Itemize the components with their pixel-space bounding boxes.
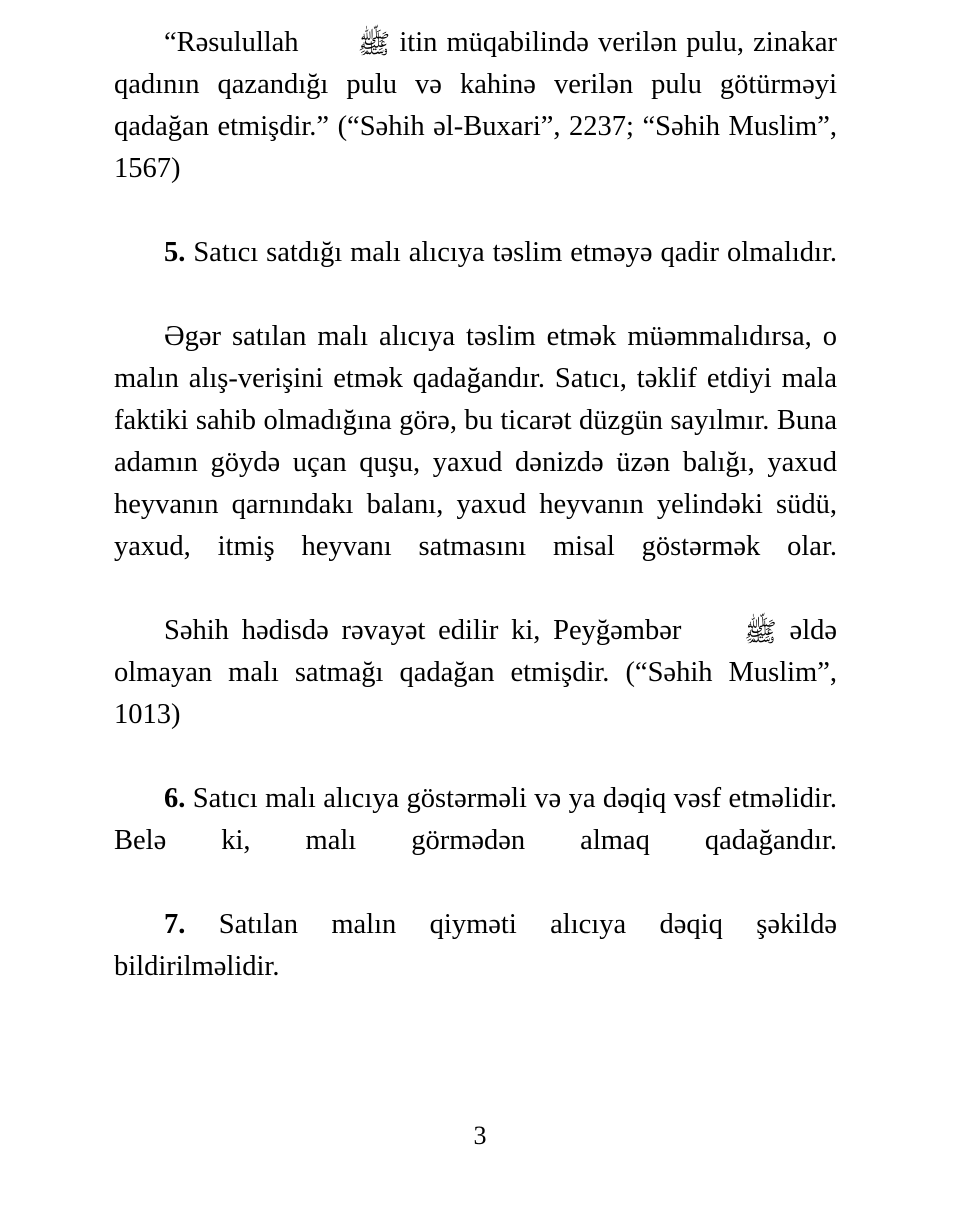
- rule-5-explanation-text: Əgər satılan malı alıcıya təslim etmək müəmmalıdırsa, o malın alış-verişini etmək qadağandır. Satıcı, təklif etdiyi mala faktiki sahib olmadığına görə, bu ticarət düzgün sayılmır. Buna adamın göydə uçan quşu, yaxud dənizdə üzən balığı, yaxud heyvanın qarnındakı balanı, yaxud heyvanın yelindəki südü, yaxud, itmiş heyvanı satmasını misal göstərmək olar.: [114, 321, 837, 562]
- quote-text-before-honorific: “Rəsulullah: [164, 27, 308, 58]
- page-number: 3: [473, 1121, 487, 1150]
- quote-text-after-honorific: itin müqabilində verilən pulu, zinakar qadının qazandığı pulu və kahinə verilən pulu götürməyi qadağan etmişdir.” (“Səhih əl-Buxari”, 2237; “Səhih Muslim”, 1567): [114, 27, 837, 184]
- rule-text-6: Satıcı malı alıcıya göstərməli və ya dəqiq vəsf etməlidir. Belə ki, malı görmədən almaq qadağandır.: [114, 783, 837, 856]
- rule-number-5: 5.: [164, 237, 186, 268]
- text-column: [114, 22, 837, 1030]
- paragraph-rule-5-explanation: [114, 316, 837, 610]
- rule-number-6: 6.: [164, 783, 186, 814]
- paragraph-rule-5: [114, 232, 837, 316]
- rule-text-5: Satıcı satdığı malı alıcıya təslim etməyə qadir olmalıdır.: [185, 237, 837, 268]
- rule-number-7: 7.: [164, 909, 186, 940]
- paragraph-hadith-not-in-possession: Səhih hədisdə rəvayət edilir ki, Peyğəmbər ﷺ əldə olmayan malı satmağı qadağan etmişdir. (“Səhih Muslim”, 1013): [114, 615, 838, 730]
- paragraph-hadith-quote-dog-price: “Rəsulullah ﷺ itin müqabilində verilən pulu, zinakar qadının qazandığı pulu və kahinə verilən pulu götürməyi qadağan etmişdir.” (“Səhih əl-Buxari”, 2237; “Səhih Muslim”, 1567): [114, 27, 837, 184]
- rule-text-7: Satılan malın qiyməti alıcıya dəqiq şəkildə bildirilməlidir.: [114, 909, 837, 982]
- hadith-text-after-honorific: əldə olmayan malı satmağı qadağan etmişdir. (“Səhih Muslim”, 1013): [114, 615, 838, 730]
- hadith-text-before-honorific: Səhih hədisdə rəvayət edilir ki, Peyğəmbər: [164, 615, 695, 646]
- paragraph-rule-7: [114, 904, 837, 1030]
- paragraph-rule-6: [114, 778, 837, 904]
